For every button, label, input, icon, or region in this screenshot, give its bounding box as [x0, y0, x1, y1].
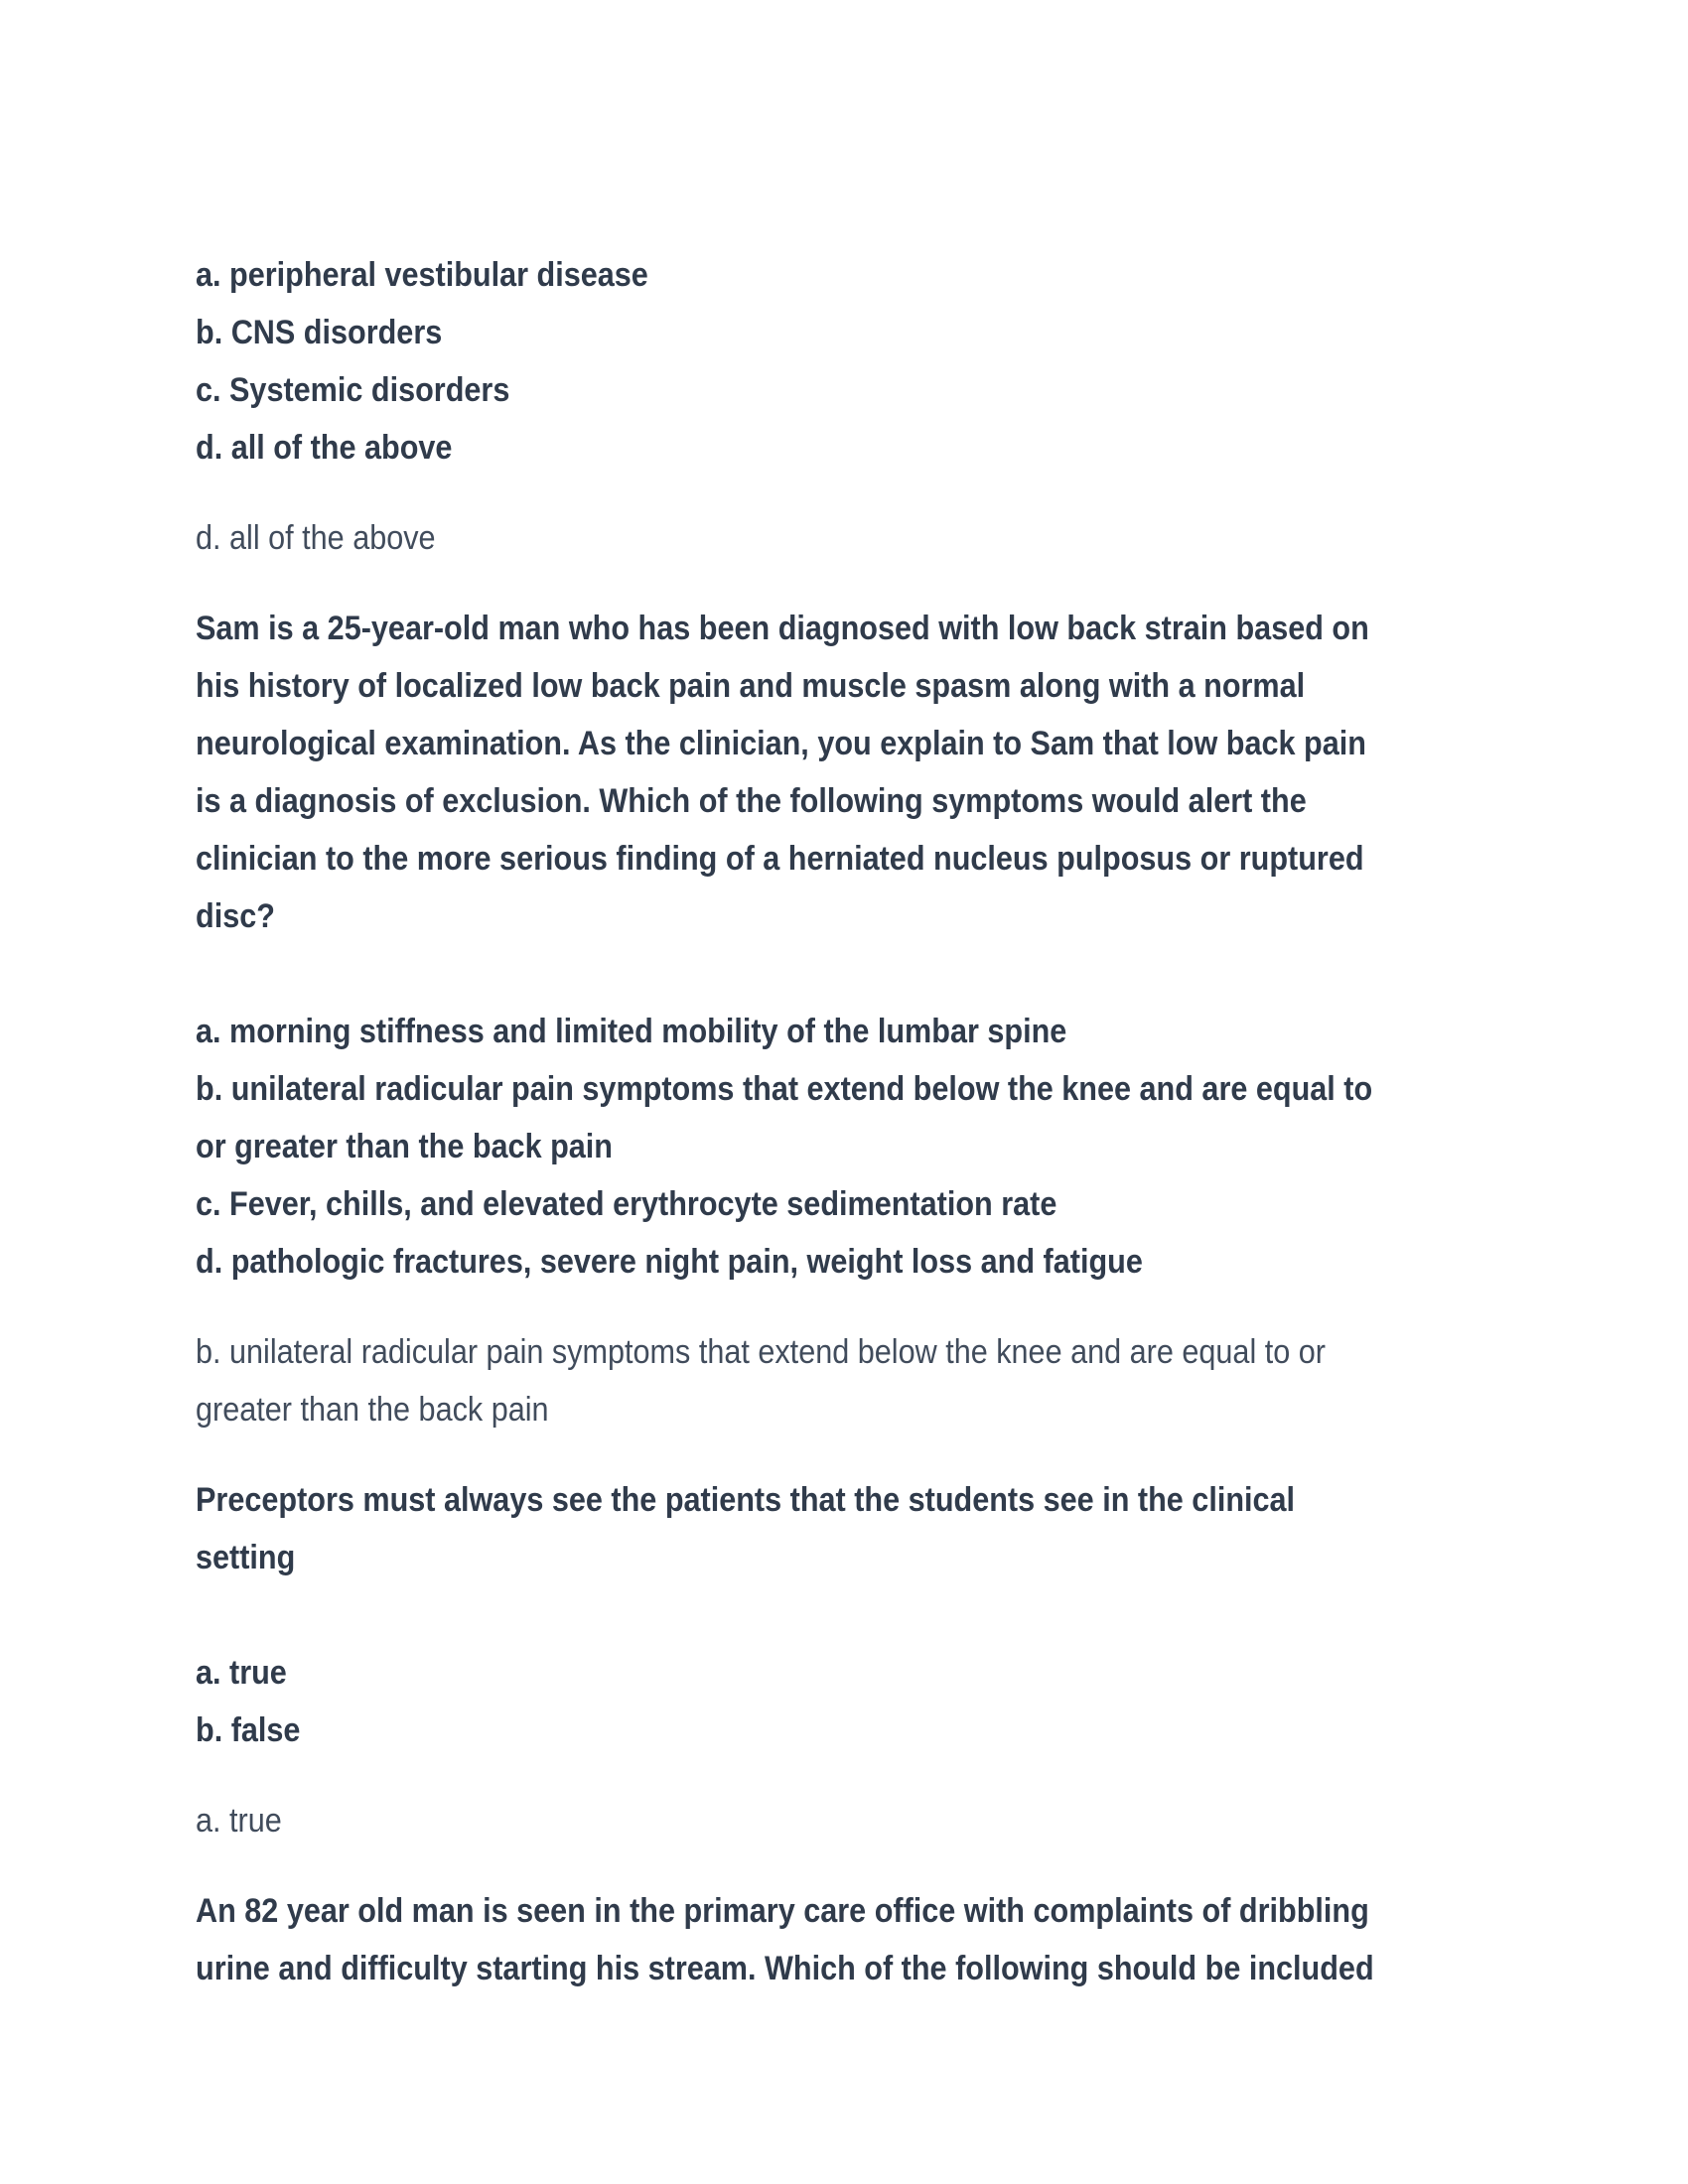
correct-answer: [196, 1792, 1645, 1849]
option-d: d. pathologic fractures, severe night pain, weight loss and fatigue: [196, 1243, 1143, 1281]
question-options-list: [196, 1644, 1645, 1759]
question-text: [196, 1471, 1645, 1586]
question-line: neurological examination. As the clinician, you explain to Sam that low back pain: [196, 725, 1366, 762]
option-a: a. peripheral vestibular disease: [196, 256, 648, 294]
option-b: b. false: [196, 1711, 301, 1749]
question-line: An 82 year old man is seen in the primary care office with complaints of dribbling: [196, 1892, 1369, 1930]
correct-answer: [196, 1323, 1645, 1438]
option-b: b. CNS disorders: [196, 314, 443, 351]
answer-line: d. all of the above: [196, 519, 436, 557]
question-line: disc?: [196, 897, 275, 935]
option-b: b. unilateral radicular pain symptoms that extend below the knee and are equal to: [196, 1070, 1373, 1108]
option-c: c. Fever, chills, and elevated erythrocyte sedimentation rate: [196, 1185, 1057, 1223]
question-options-list: [196, 1003, 1645, 1291]
option-a: a. true: [196, 1654, 287, 1692]
question-text: [196, 600, 1645, 945]
option-a: a. morning stiffness and limited mobility of the lumbar spine: [196, 1013, 1067, 1050]
option-b-wrap: or greater than the back pain: [196, 1128, 614, 1165]
option-d: d. all of the above: [196, 429, 453, 467]
option-c: c. Systemic disorders: [196, 371, 510, 409]
answer-line: a. true: [196, 1802, 282, 1840]
document-content: [196, 246, 1645, 1997]
answer-line: b. unilateral radicular pain symptoms that extend below the knee and are equal to or: [196, 1333, 1326, 1371]
question-line: his history of localized low back pain and muscle spasm along with a normal: [196, 667, 1306, 705]
question-line: Sam is a 25-year-old man who has been diagnosed with low back strain based on: [196, 610, 1369, 647]
question-line: Preceptors must always see the patients that the students see in the clinical: [196, 1481, 1296, 1519]
question-options-list: [196, 246, 1645, 477]
correct-answer: [196, 509, 1645, 567]
question-line: urine and difficulty starting his stream. Which of the following should be included: [196, 1950, 1374, 1987]
question-text: [196, 1882, 1645, 1997]
question-line: setting: [196, 1539, 296, 1576]
question-line: is a diagnosis of exclusion. Which of the following symptoms would alert the: [196, 782, 1307, 820]
answer-line-wrap: greater than the back pain: [196, 1391, 549, 1429]
question-line: clinician to the more serious finding of a herniated nucleus pulposus or ruptured: [196, 840, 1364, 878]
